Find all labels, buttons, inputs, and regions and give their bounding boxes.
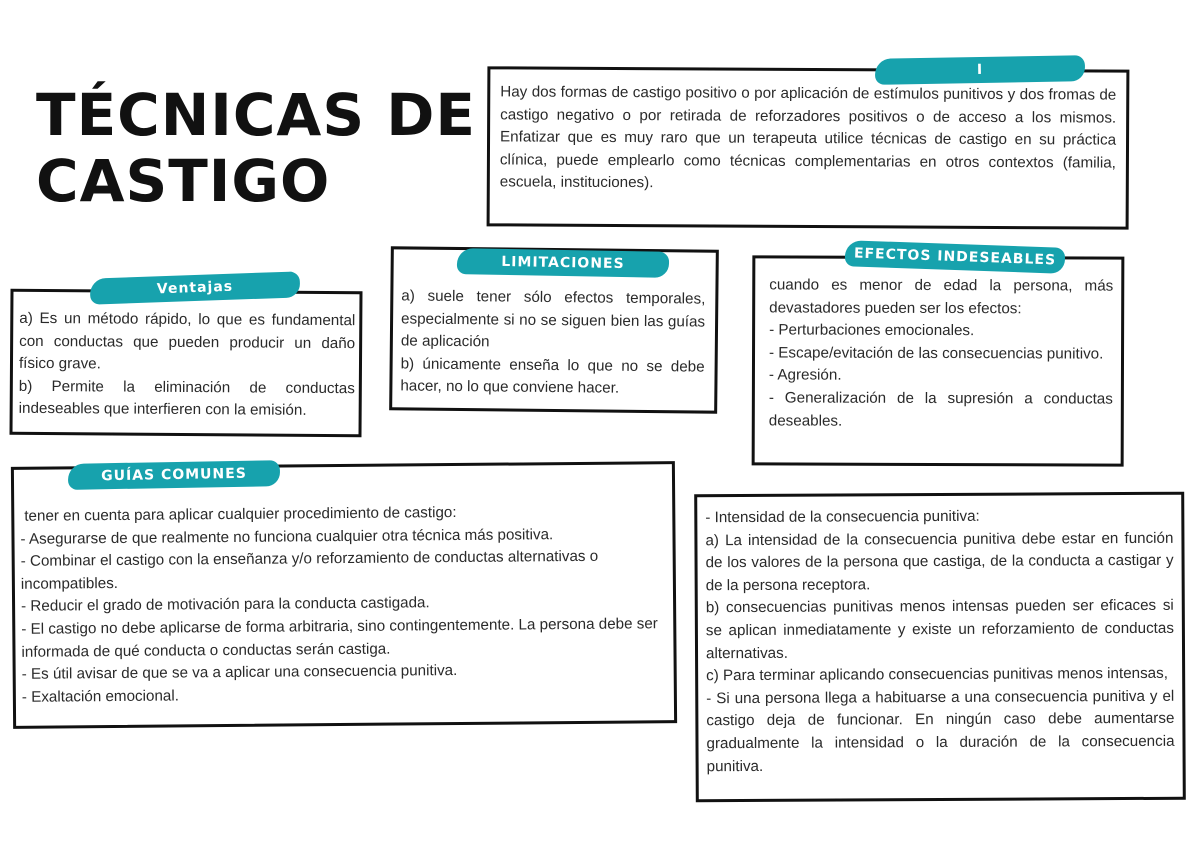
intensidad-item: - Si una persona llega a habituarse a una consecuencia punitiva y el castigo deja de funcionar. En ningún caso debe aumentarse gradualmente la intensidad o la duración de la consecuencia punitiva. — [706, 687, 1175, 775]
guias-label: GUÍAS COMUNES — [68, 460, 280, 490]
intensidad-item: c) Para terminar aplicando consecuencias punitivas menos intensas, — [706, 664, 1168, 685]
efectos-item: - Escape/evitación de las consecuencias punitivo. — [768, 344, 1104, 363]
guias-item: - Combinar el castigo con la enseñanza y/o reforzamiento de conductas alternativas o incompatibles. — [20, 547, 599, 593]
efectos-box — [752, 255, 1125, 466]
intro-text: Hay dos formas de castigo positivo o por aplicación de estímulos punitivos y dos fromas de castigo negativo o por retirada de reforzadores positivos o de acceso a los mismos. Enfatizar que es muy raro que un terapeuta utilice técnicas de castigo en su práctica clínica, puede emplearlo como técnicas complementarias en otros contextos (familia, escuela, instituciones). — [499, 83, 1117, 192]
guias-item: - Asegurarse de que realmente no funciona cualquier otra técnica más positiva. — [20, 525, 554, 548]
efectos-item: - Perturbaciones emocionales. — [769, 321, 975, 340]
limitaciones-label: LIMITACIONES — [457, 248, 669, 278]
intensidad-box — [694, 492, 1186, 803]
guias-item: - Reducir el grado de motivación para la conducta castigada. — [21, 594, 430, 616]
limitaciones-item: b) únicamente enseña lo que no se debe hacer, no lo que conviene hacer. — [400, 355, 705, 398]
guias-item: - El castigo no debe aplicarse de forma arbitraria, sino contingentemente. La persona debe ser informada de qué conducta o conductas serán castiga. — [21, 615, 658, 661]
ventajas-item: a) Es un método rápido, lo que es fundamental con conductas que pueden producir un daño físico grave. — [18, 309, 356, 373]
intensidad-item: a) La intensidad de la consecuencia punitiva debe estar en función de los valores de la persona que castiga, de la conducta a castigar y de la persona receptora. — [705, 529, 1174, 595]
ventajas-label: Ventajas — [90, 271, 301, 304]
guias-item: - Exaltación emocional. — [21, 687, 179, 706]
intensidad-item: b) consecuencias punitivas menos intensas pueden ser eficaces si se aplican inmediatamente y existe un reforzamiento de conductas alternativas. — [705, 597, 1174, 662]
ventajas-box — [9, 289, 362, 437]
efectos-item: cuando es menor de edad la persona, más devastadores pueden ser los efectos: — [769, 276, 1114, 317]
intro-box — [487, 66, 1130, 229]
intensidad-item: - Intensidad de la consecuencia punitiva: — [705, 507, 980, 527]
title-line-1: TÉCNICAS DE — [36, 81, 477, 149]
guias-item: tener en cuenta para aplicar cualquier procedimiento de castigo: — [24, 504, 457, 525]
intro-label: I — [875, 55, 1085, 85]
guias-box — [11, 461, 677, 729]
guias-item: - Es útil avisar de que se va a aplicar una consecuencia punitiva. — [21, 662, 458, 683]
page-title — [36, 82, 476, 214]
limitaciones-item: a) suele tener sólo efectos temporales, especialmente si no se siguen bien las guías de aplicación — [400, 287, 706, 351]
efectos-item: - Agresión. — [768, 366, 842, 385]
efectos-label: EFECTOS INDESEABLES — [845, 240, 1066, 274]
title-line-2: CASTIGO — [36, 147, 331, 215]
efectos-item: - Generalización de la supresión a conductas deseables. — [768, 389, 1113, 430]
ventajas-item: b) Permite la eliminación de conductas indeseables que interfieren con la emisión. — [18, 377, 355, 420]
